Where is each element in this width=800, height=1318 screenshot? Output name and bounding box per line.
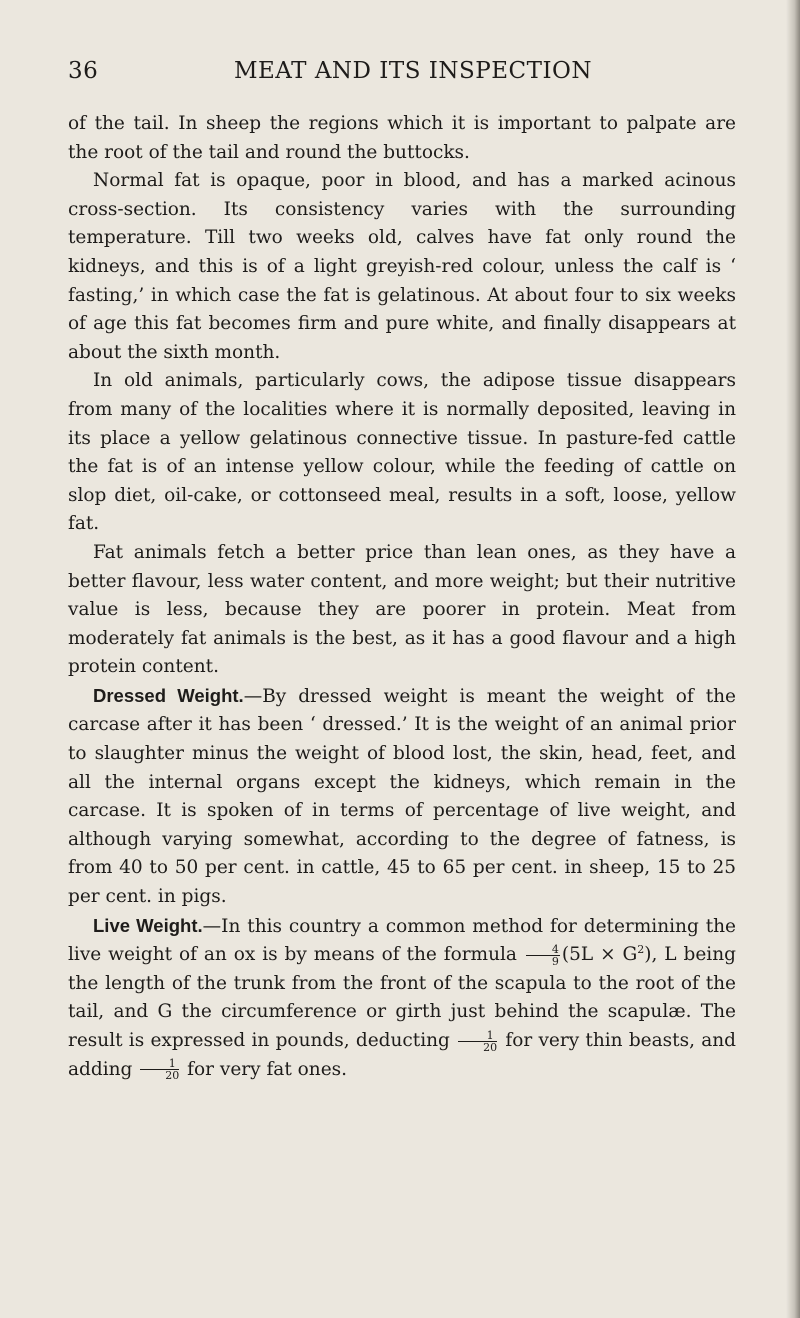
- formula-fraction: [526, 944, 560, 967]
- paragraph-fat-animals: Fat animals fetch a better price than lean ones, as they have a better flavour, less water content, and more weight; but their nutritive value is less, because they are poorer in protein. Meat from moderately fat animals is the best, as it has a good flavour and a high protein content.: [68, 541, 736, 678]
- page-number: 36: [68, 58, 99, 84]
- dressed-weight-heading: Dressed Weight.: [93, 684, 244, 706]
- live-weight-text-a: —In this country a common method for determining the live weight of an ox is by means of the formula: [68, 915, 737, 966]
- formula-superscript: 2: [637, 943, 645, 957]
- paragraph-continuation: of the tail. In sheep the regions which it is important to palpate are the root of the tail and round the buttocks.: [68, 113, 736, 163]
- formula-fraction-den: 9: [551, 954, 559, 968]
- add-fraction-den: 20: [165, 1069, 180, 1083]
- deduct-fraction-num: 1: [458, 1030, 497, 1042]
- deduct-fraction-den: 20: [483, 1040, 498, 1054]
- add-fraction: [140, 1058, 179, 1081]
- page-header: [68, 58, 738, 90]
- live-weight-text-d: for very fat ones.: [181, 1058, 348, 1080]
- formula-fraction-num: 4: [526, 944, 560, 956]
- formula-part-a: (5L × G: [561, 944, 638, 966]
- running-head: MEAT AND ITS INSPECTION: [233, 58, 593, 84]
- paragraph-old-animals: In old animals, particularly cows, the adipose tissue disappears from many of the localities where it is normally deposited, leaving in its place a yellow gelatinous connective tissue. In pasture-fed cattle the fat is of an intense yellow colour, while the feeding of cattle on slop diet, oil-cake, or cottonseed meal, results in a soft, loose, yellow fat.: [68, 370, 736, 535]
- live-weight-heading: Live Weight.: [93, 914, 203, 936]
- add-fraction-num: 1: [140, 1058, 179, 1070]
- paragraph-normal-fat: Normal fat is opaque, poor in blood, and has a marked acinous cross-section. Its consistency varies with the surrounding temperature. Till two weeks old, calves have fat only round the kidneys, and this is of a light greyish-red colour, unless the calf is ‘ fasting,’ in which case the fat is gelatinous. At about four to six weeks of age this fat becomes firm and pure white, and finally disappears at about the sixth month.: [68, 170, 736, 363]
- formula-part-b: ): [644, 944, 652, 966]
- paragraph-dressed-weight: [68, 682, 736, 912]
- live-weight-text-b: , L being the length of the trunk from the front of the scapula to the root of the tail, and G the circumference or girth just behind the scapulæ. The result is expressed in pounds, deducting: [68, 944, 736, 1051]
- page-edge-shadow: [786, 0, 800, 1318]
- paragraph-live-weight: [68, 912, 736, 1085]
- live-weight-text-c: for very thin beasts, and adding: [68, 1030, 736, 1080]
- page-body: [68, 110, 736, 1084]
- dressed-weight-text: —By dressed weight is meant the weight of the carcase after it has been ‘ dressed.’ It is the weight of an animal prior to slaughter minus the weight of blood lost, the skin, head, feet, and all the internal organs except the kidneys, which remain in the carcase. It is spoken of in terms of percentage of live weight, and although varying somewhat, according to the degree of fatness, is from 40 to 50 per cent. in cattle, 45 to 65 per cent. in sheep, 15 to 25 per cent. in pigs.: [68, 685, 736, 908]
- deduct-fraction: [458, 1030, 497, 1053]
